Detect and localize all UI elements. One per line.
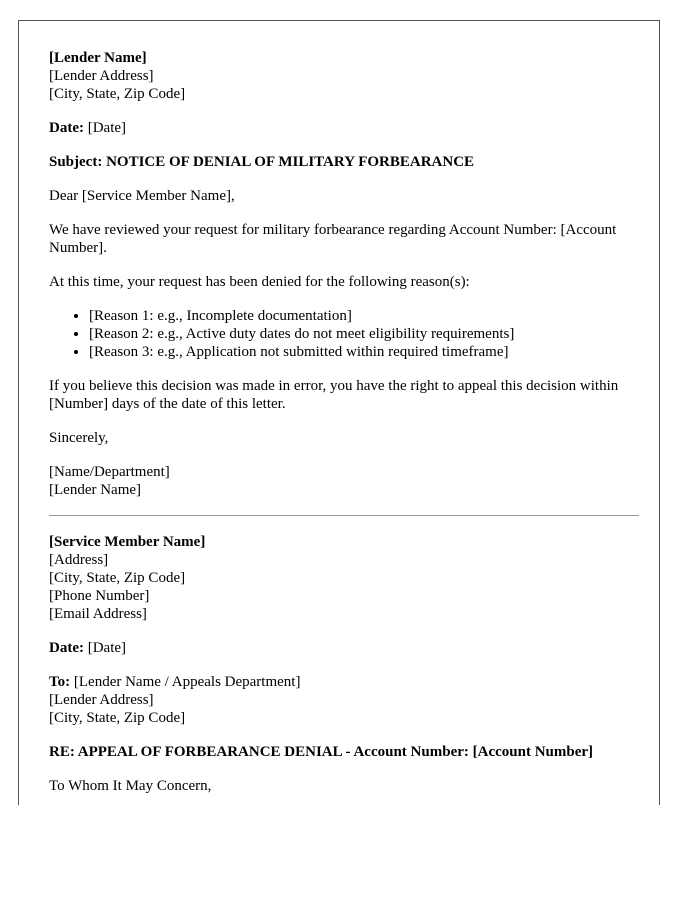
sender-address: [Address] <box>49 552 109 568</box>
subject-label: Subject: <box>49 154 103 170</box>
review-paragraph: We have reviewed your request for military forbearance regarding Account Number: [Account Number]. <box>49 222 617 256</box>
recipient-block <box>49 673 639 727</box>
appeal-date-label: Date: <box>49 640 84 656</box>
appeal-date <box>49 639 639 657</box>
sender-address-block <box>49 533 639 623</box>
lender-address-block <box>49 49 639 103</box>
closing: Sincerely, <box>49 430 109 446</box>
appeal-salutation: To Whom It May Concern, <box>49 778 212 794</box>
sender-city-state-zip: [City, State, Zip Code] <box>49 570 186 586</box>
sender-name: [Service Member Name] <box>49 534 206 550</box>
lender-name: [Lender Name] <box>49 50 147 66</box>
signature-block <box>49 463 639 499</box>
document-content <box>49 49 639 805</box>
section-divider <box>49 515 639 516</box>
recipient-city-state-zip: [City, State, Zip Code] <box>49 710 186 726</box>
letter-subject <box>49 153 639 171</box>
subject-value: NOTICE OF DENIAL OF MILITARY FORBEARANCE <box>106 154 475 170</box>
sender-email: [Email Address] <box>49 606 147 622</box>
document-page <box>18 20 660 805</box>
to-label: To: <box>49 674 71 690</box>
denial-paragraph: At this time, your request has been denied for the following reason(s): <box>49 274 470 290</box>
re-line: RE: APPEAL OF FORBEARANCE DENIAL - Account Number: [Account Number] <box>49 744 594 760</box>
to-value: [Lender Name / Appeals Department] <box>73 674 301 690</box>
reason-item: • [Reason 1: e.g., Incomplete documentation] <box>89 307 639 325</box>
recipient-address: [Lender Address] <box>49 692 154 708</box>
appeal-date-value: [Date] <box>87 640 127 656</box>
sender-phone: [Phone Number] <box>49 588 150 604</box>
reason-list <box>49 307 639 361</box>
salutation: Dear [Service Member Name], <box>49 188 235 204</box>
letter-date <box>49 119 639 137</box>
lender-city-state-zip: [City, State, Zip Code] <box>49 86 186 102</box>
signer-organization: [Lender Name] <box>49 482 142 498</box>
lender-address: [Lender Address] <box>49 68 154 84</box>
recipient-line <box>49 673 639 691</box>
signer-name: [Name/Department] <box>49 464 170 480</box>
reason-item: • [Reason 3: e.g., Application not submitted within required timeframe] <box>89 343 639 361</box>
date-label: Date: <box>49 120 84 136</box>
appeal-rights-paragraph: If you believe this decision was made in error, you have the right to appeal this decision within [Number] days of the date of this letter. <box>49 378 619 412</box>
reason-item: • [Reason 2: e.g., Active duty dates do not meet eligibility requirements] <box>89 325 639 343</box>
date-value: [Date] <box>87 120 127 136</box>
